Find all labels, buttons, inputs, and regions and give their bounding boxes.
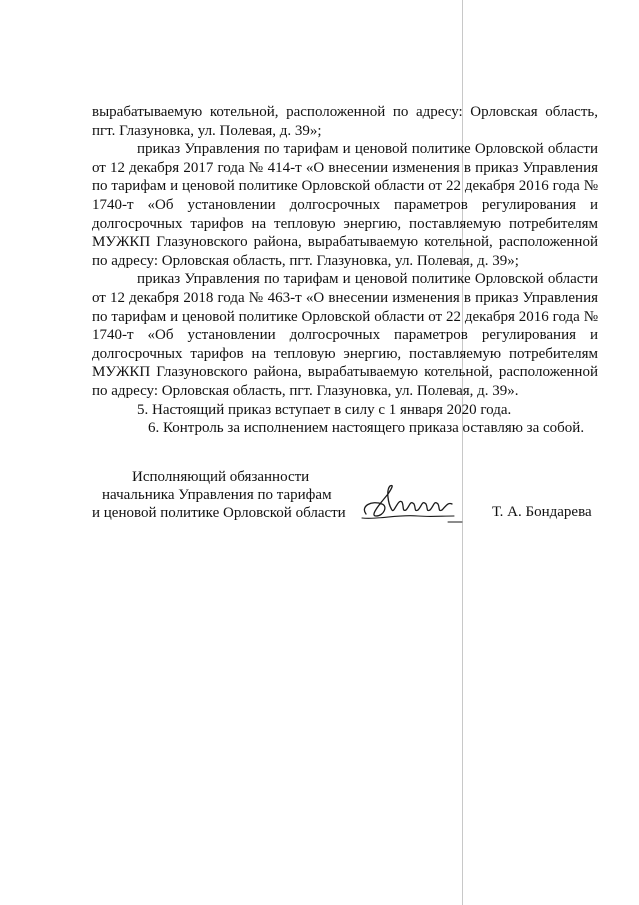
signatory-position-line2: начальника Управления по тарифам — [102, 487, 332, 503]
handwritten-signature — [358, 476, 468, 526]
paragraph-order-414: приказ Управления по тарифам и ценовой политике Орловской области от 12 декабря 2017 года № 414-т «О внесении изменения в приказ Управления по тарифам и ценовой политике Орловской области от 22 декабря 2016 года № 1740-т «Об установлении долгосрочных параметров регулирования и долгосрочных тарифов на тепловую энергию, поставляемую потребителям МУЖКП Глазуновского района, вырабатываемую котельной, расположенной по адресу: Орловская область, пгт. Глазуновка, ул. Полевая, д. 39»; — [92, 141, 598, 269]
document-body — [92, 103, 598, 438]
paragraph-item-5: 5. Настоящий приказ вступает в силу с 1 января 2020 года. — [137, 401, 512, 418]
paragraph-item-6: 6. Контроль за исполнением настоящего приказа оставляю за собой. — [148, 420, 585, 437]
signatory-position-line3: и ценовой политике Орловской области — [92, 505, 346, 521]
signatory-position-line1: Исполняющий обязанности — [132, 469, 310, 485]
signature-block — [92, 468, 612, 528]
paragraph-continuation: вырабатываемую котельной, расположенной по адресу: Орловская область, пгт. Глазуновка, ул. Полевая, д. 39»; — [92, 104, 598, 139]
signatory-name: Т. А. Бондарева — [492, 504, 592, 520]
paragraph-order-463: приказ Управления по тарифам и ценовой политике Орловской области от 12 декабря 2018 года № 463-т «О внесении изменения в приказ Управления по тарифам и ценовой политике Орловской области от 22 декабря 2016 года № 1740-т «Об установлении долгосрочных параметров регулирования и долгосрочных тарифов на тепловую энергию, поставляемую потребителям МУЖКП Глазуновского района, вырабатываемую котельной, расположенной по адресу: Орловская область, пгт. Глазуновка, ул. Полевая, д. 39». — [92, 271, 598, 399]
